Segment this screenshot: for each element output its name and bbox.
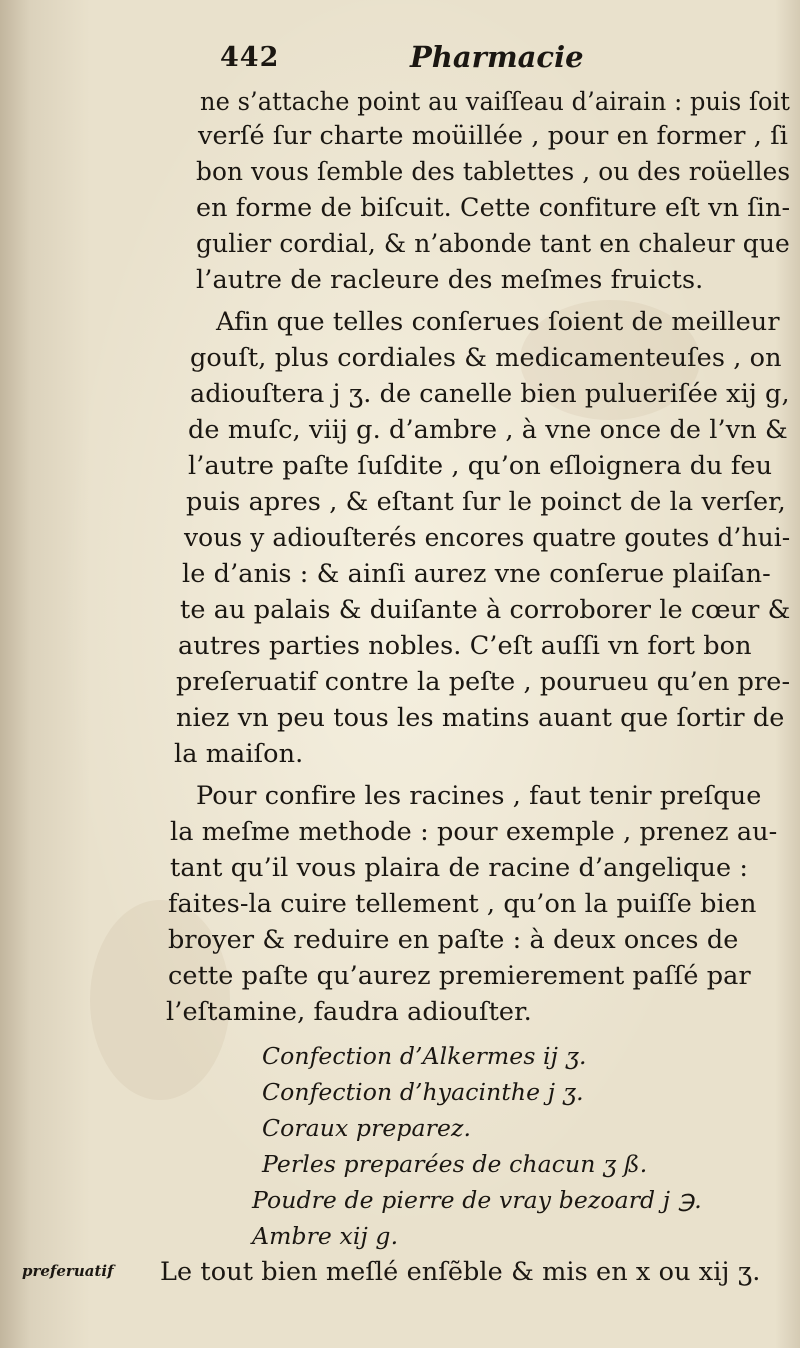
text-line: Pour confire les racines , faut tenir preſque [196,781,762,811]
text-line: en forme de biſcuit. Cette confiture eſt vn ſin- [196,193,791,223]
text-line: verſé ſur charte moüillée , pour en former , ſi [198,121,789,151]
page-number: 442 [220,42,280,73]
recipe-ingredient: Confection d’hyacinthe j ʒ. [262,1078,584,1106]
text-line: broyer & reduire en paſte : à deux onces de [168,925,739,955]
text-line: te au palais & duiſante à corroborer le cœur & [180,595,791,625]
text-line: de muſc, viij g. d’ambre , à vne once de l’vn & [188,415,788,445]
text-line: la maiſon. [174,739,304,769]
recipe-ingredient: Ambre xij g. [252,1222,399,1250]
text-line: ne s’attache point au vaiſſeau d’airain : puis ſoit [200,87,791,117]
text-line: la meſme methode : pour exemple , prenez au- [170,817,778,847]
text-line: Afin que telles conſerues ſoient de meilleur [216,307,780,337]
recipe-ingredient: Coraux preparez. [262,1114,472,1142]
text-line: Le tout bien meſlé enſẽble & mis en x ou xij ʒ. [160,1257,761,1287]
text-line: tant qu’il vous plaira de racine d’angelique : [170,853,749,883]
text-line: vous y adiouſterés encores quatre goutes d’hui- [184,523,791,553]
recipe-ingredient: Poudre de pierre de vray bezoard j ℈. [252,1186,702,1214]
running-title: Pharmacie [410,40,584,74]
text-line: cette paſte qu’aurez premierement paſſé par [168,961,751,991]
recipe-ingredient: Perles preparées de chacun ʒ ß. [262,1150,648,1178]
text-line: gulier cordial, & n’abonde tant en chaleur que [196,229,790,259]
text-line: l’autre de racleure des meſmes fruicts. [196,265,704,295]
text-line: gouſt, plus cordiales & medicamenteuſes , on [190,343,782,373]
text-line: autres parties nobles. C’eſt auſſi vn fort bon [178,631,752,661]
text-line: l’autre paſte ſuſdite , qu’on eſloignera du feu [188,451,773,481]
text-line: faites-la cuire tellement , qu’on la puiſſe bien [168,889,757,919]
text-line: le d’anis : & ainſi aurez vne conſerue plaiſan- [182,559,771,589]
text-line: puis apres , & eſtant ſur le poinct de la verſer, [186,487,786,517]
text-line: bon vous ſemble des tablettes , ou des roüelles [196,157,791,187]
text-line: niez vn peu tous les matins auant que ſortir de [176,703,785,733]
text-line: preſeruatif contre la peſte , pourueu qu’en pre- [176,667,791,697]
margin-note: preferuatif [22,1262,114,1280]
text-line: adiouſtera j ʒ. de canelle bien pulueriſée xij g, [190,379,790,409]
text-line: l’eſtamine, faudra adiouſter. [166,997,532,1027]
recipe-ingredient: Confection d’Alkermes ij ʒ. [262,1042,587,1070]
